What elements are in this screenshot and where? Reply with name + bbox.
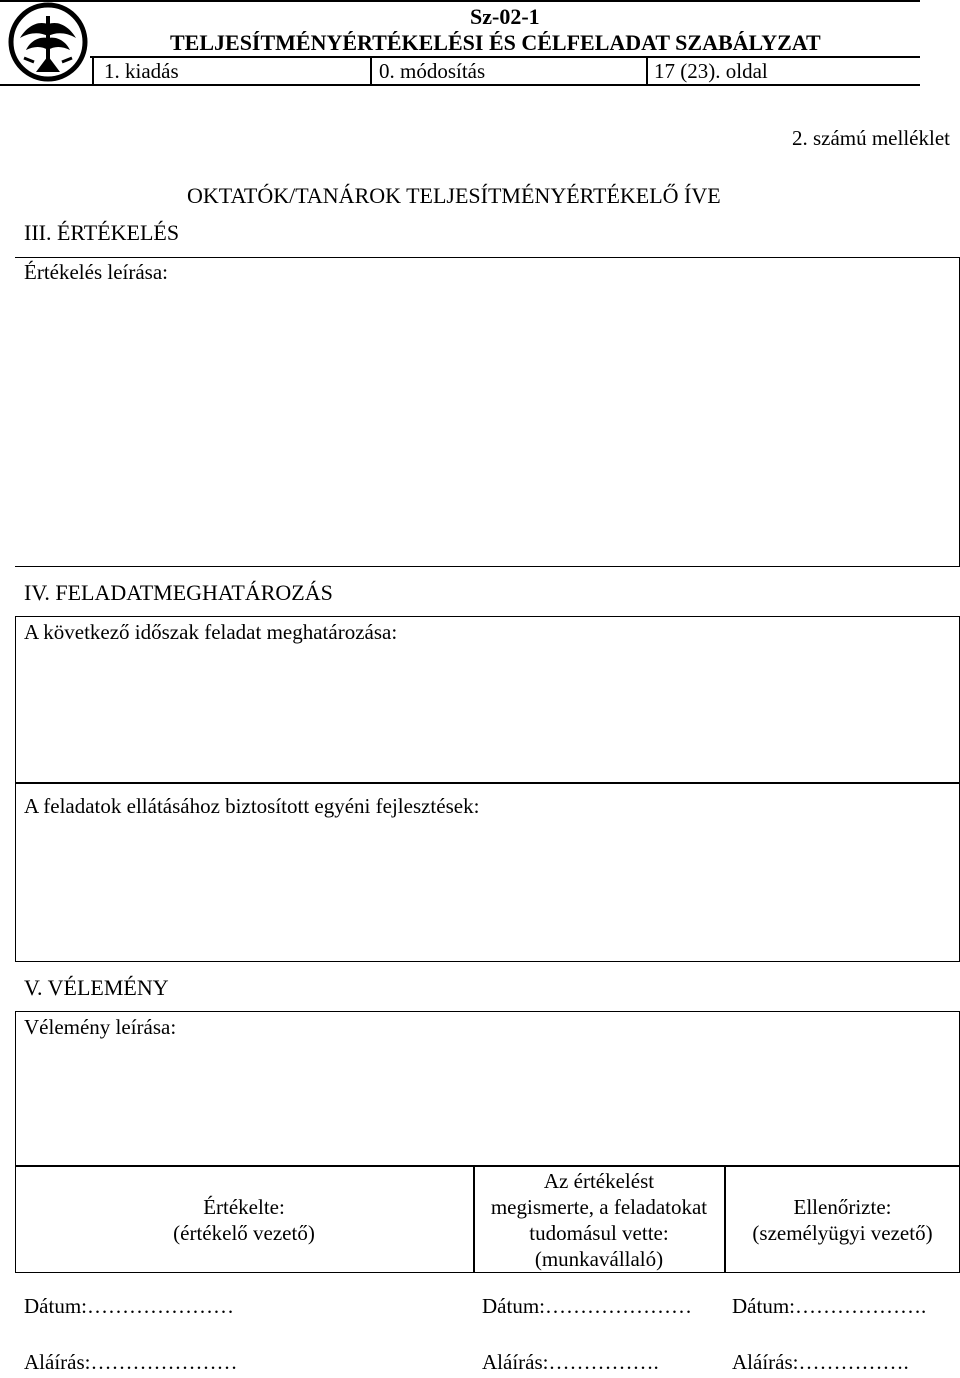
evaluator-role-note: (értékelő vezető) [173, 1221, 315, 1245]
page-number: 17 (23). oldal [654, 59, 768, 83]
document-code: Sz-02-1 [470, 4, 540, 29]
employee-line-4: (munkavállaló) [534, 1247, 664, 1271]
hr-date-field[interactable]: Dátum:………………. [732, 1294, 927, 1318]
signature-row-top-rule [15, 1165, 960, 1167]
opinion-description-label: Vélemény leírása: [24, 1015, 177, 1039]
evaluation-description-box[interactable] [15, 257, 960, 567]
evaluator-date-field[interactable]: Dátum:………………… [24, 1294, 234, 1318]
revision-label: 0. módosítás [379, 59, 486, 83]
header-divider [370, 58, 372, 84]
header-top-rule [0, 0, 920, 2]
employee-line-1: Az értékelést [543, 1169, 655, 1193]
employee-heading [474, 1168, 724, 1272]
employee-date-field[interactable]: Dátum:………………… [482, 1294, 692, 1318]
evaluator-role: Értékelte: [203, 1195, 285, 1219]
evaluator-signature-field[interactable]: Aláírás:………………… [24, 1350, 238, 1374]
header-divider [92, 58, 94, 84]
hr-role: Ellenőrizte: [793, 1195, 892, 1219]
sheet-title: OKTATÓK/TANÁROK TELJESÍTMÉNYÉRTÉKELŐ ÍVE [187, 183, 721, 208]
header-middle-rule [90, 56, 920, 58]
header-bottom-rule [0, 84, 920, 86]
evaluation-description-label: Értékelés leírása: [24, 260, 169, 284]
annex-label: 2. számú melléklet [791, 126, 950, 150]
university-logo [6, 2, 90, 84]
employee-line-2: megismerte, a feladatokat [490, 1195, 708, 1219]
section-evaluation-title: III. ÉRTÉKELÉS [24, 220, 180, 245]
section-task-title: IV. FELADATMEGHATÁROZÁS [24, 580, 333, 605]
hr-role-note: (személyügyi vezető) [752, 1221, 933, 1245]
hr-heading [725, 1194, 960, 1246]
hr-signature-field[interactable]: Aláírás:……………. [732, 1350, 909, 1374]
employee-line-3: tudomásul vette: [529, 1221, 669, 1245]
evaluator-heading [15, 1194, 473, 1246]
next-period-task-label: A következő időszak feladat meghatározása: [24, 620, 398, 644]
task-box-divider [15, 782, 960, 784]
section-opinion-title: V. VÉLEMÉNY [24, 975, 169, 1000]
individual-development-label: A feladatok ellátásához biztosított egyéni fejlesztések: [24, 794, 480, 818]
task-definition-box[interactable] [15, 616, 960, 962]
header-divider [646, 58, 648, 84]
employee-signature-field[interactable]: Aláírás:……………. [482, 1350, 659, 1374]
edition-label: 1. kiadás [104, 59, 179, 83]
document-title: TELJESÍTMÉNYÉRTÉKELÉSI ÉS CÉLFELADAT SZABÁLYZAT [170, 30, 821, 55]
